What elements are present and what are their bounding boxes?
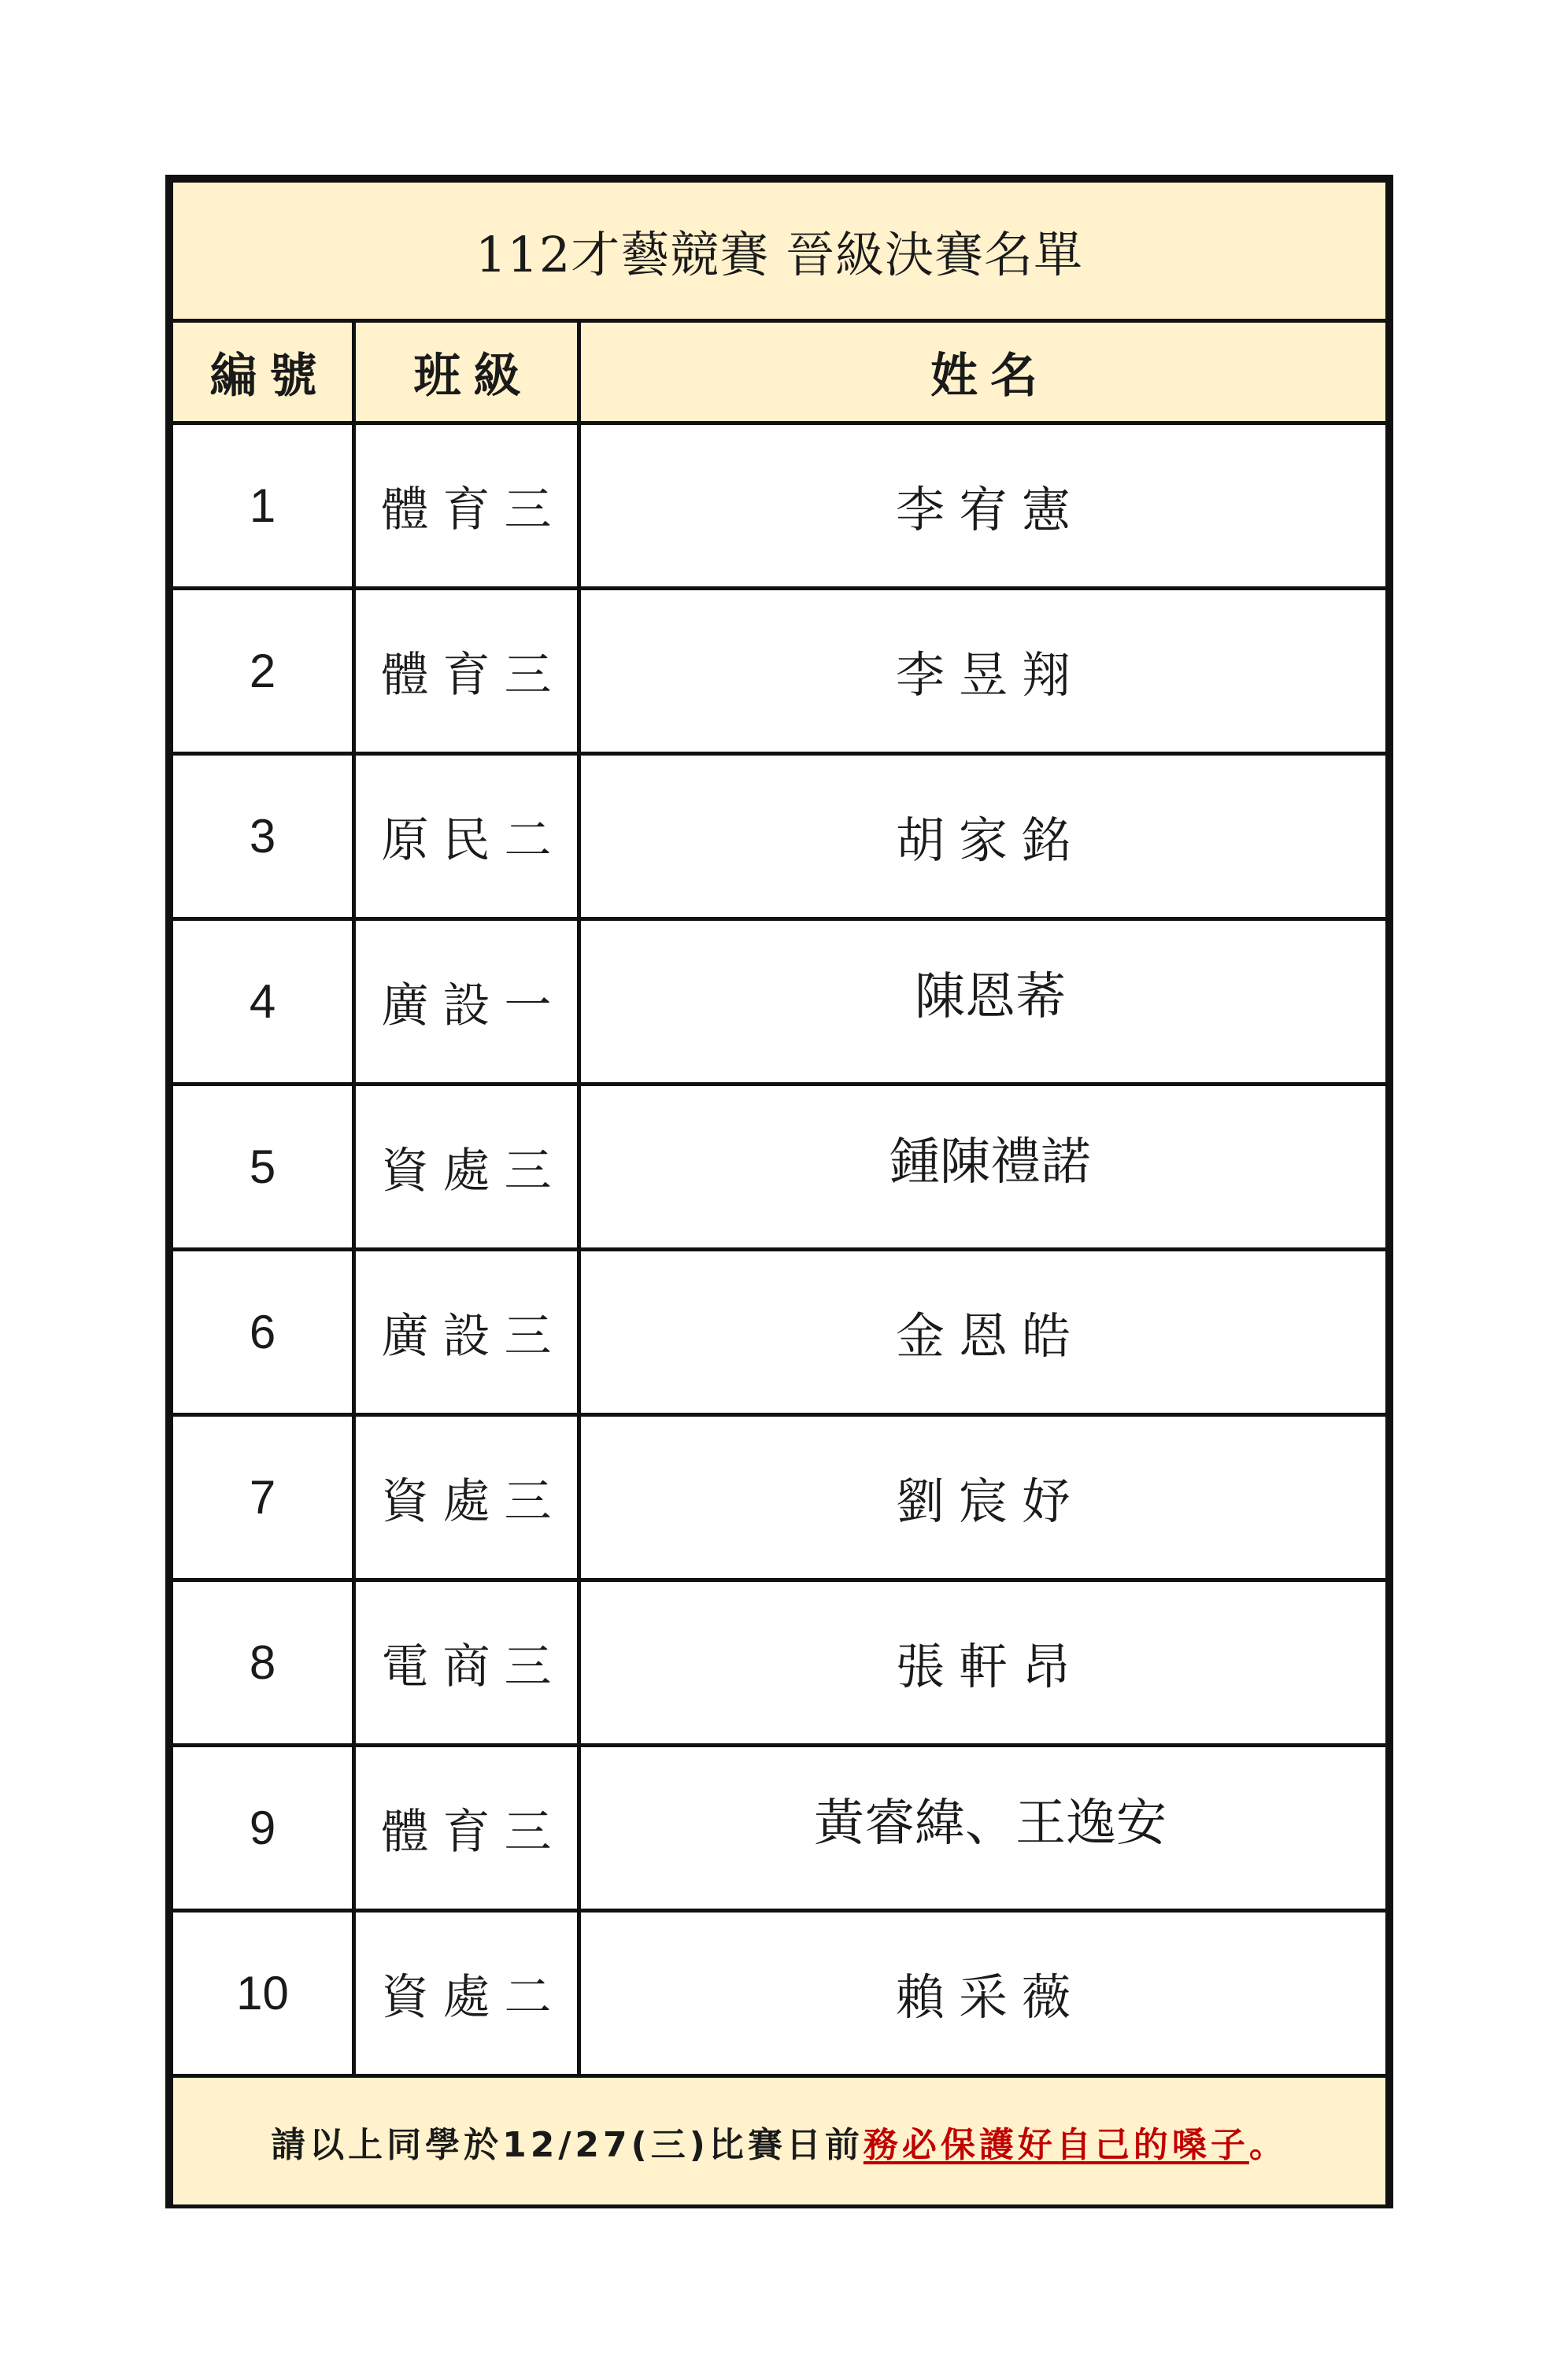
table-row <box>172 1250 1388 1415</box>
table-row <box>172 1085 1388 1250</box>
row-class-text: 電商三 <box>381 1639 566 1694</box>
row-number: 4 <box>172 919 354 1085</box>
row-name-text: 劉宸妤 <box>895 1473 1085 1530</box>
row-class <box>354 1250 579 1415</box>
sheet-title: 112才藝競賽 晉級決賽名單 <box>172 181 1388 321</box>
footer-note <box>172 2076 1388 2207</box>
row-name-text: 黃睿緯、王逸安 <box>814 1794 1167 1853</box>
table-row <box>172 1911 1388 2076</box>
row-class <box>354 1415 579 1580</box>
row-name <box>579 1085 1388 1250</box>
row-number: 2 <box>172 589 354 754</box>
row-class-text: 體育三 <box>381 1804 566 1860</box>
row-name-text: 李宥憲 <box>895 481 1085 538</box>
row-name <box>579 1746 1388 1911</box>
header-number <box>172 321 354 423</box>
row-name <box>579 589 1388 754</box>
header-name-label: 姓名 <box>930 348 1050 404</box>
row-class-text: 資處三 <box>381 1143 566 1199</box>
header-class <box>354 321 579 423</box>
row-name-text: 陳恩莃 <box>915 967 1066 1026</box>
row-name-text: 胡家銘 <box>895 811 1085 869</box>
row-class <box>354 919 579 1085</box>
row-number: 8 <box>172 1580 354 1746</box>
row-class-text: 資處三 <box>381 1473 566 1529</box>
row-name <box>579 1911 1388 2076</box>
row-name-text: 李昱翔 <box>895 646 1085 704</box>
row-class-text: 廣設一 <box>381 978 566 1033</box>
header-name <box>579 321 1388 423</box>
row-name <box>579 423 1388 589</box>
row-name <box>579 1580 1388 1746</box>
table-row <box>172 1415 1388 1580</box>
row-name-text: 張軒昂 <box>895 1638 1085 1695</box>
row-number: 3 <box>172 754 354 919</box>
row-class <box>354 754 579 919</box>
header-class-label: 班級 <box>413 348 534 404</box>
row-number: 6 <box>172 1250 354 1415</box>
row-name <box>579 919 1388 1085</box>
row-class <box>354 589 579 754</box>
table-row <box>172 1580 1388 1746</box>
row-number: 10 <box>172 1911 354 2076</box>
row-name-text: 金恩皓 <box>895 1307 1085 1365</box>
title-row <box>172 181 1388 321</box>
row-class-text: 體育三 <box>381 647 566 703</box>
row-name <box>579 1250 1388 1415</box>
table-row <box>172 754 1388 919</box>
row-class-text: 資處二 <box>381 1969 566 2025</box>
row-class <box>354 1911 579 2076</box>
row-number: 9 <box>172 1746 354 1911</box>
header-number-label: 編號 <box>209 348 330 404</box>
row-name <box>579 754 1388 919</box>
table-row <box>172 1746 1388 1911</box>
row-number: 1 <box>172 423 354 589</box>
row-number: 7 <box>172 1415 354 1580</box>
header-row <box>172 321 1388 423</box>
row-class <box>354 423 579 589</box>
finalist-table <box>169 179 1389 2208</box>
row-class <box>354 1085 579 1250</box>
footer-warning: 務必保護好自己的嗓子 <box>863 2124 1249 2165</box>
row-class-text: 原民二 <box>381 812 566 868</box>
row-name <box>579 1415 1388 1580</box>
row-class-text: 體育三 <box>381 482 566 538</box>
footer-suffix: 。 <box>1248 2124 1288 2165</box>
row-name-text: 賴采薇 <box>895 1968 1085 2026</box>
table-row <box>172 589 1388 754</box>
row-class-text: 廣設三 <box>381 1308 566 1364</box>
footer-prefix: 請以上同學於12/27(三)比賽日前 <box>271 2124 864 2165</box>
table-row <box>172 919 1388 1085</box>
row-name-text: 鍾陳禮諾 <box>889 1133 1091 1192</box>
finalist-list-sheet <box>165 175 1393 2208</box>
row-number: 5 <box>172 1085 354 1250</box>
row-class <box>354 1580 579 1746</box>
table-row <box>172 423 1388 589</box>
row-class <box>354 1746 579 1911</box>
footer-row <box>172 2076 1388 2207</box>
